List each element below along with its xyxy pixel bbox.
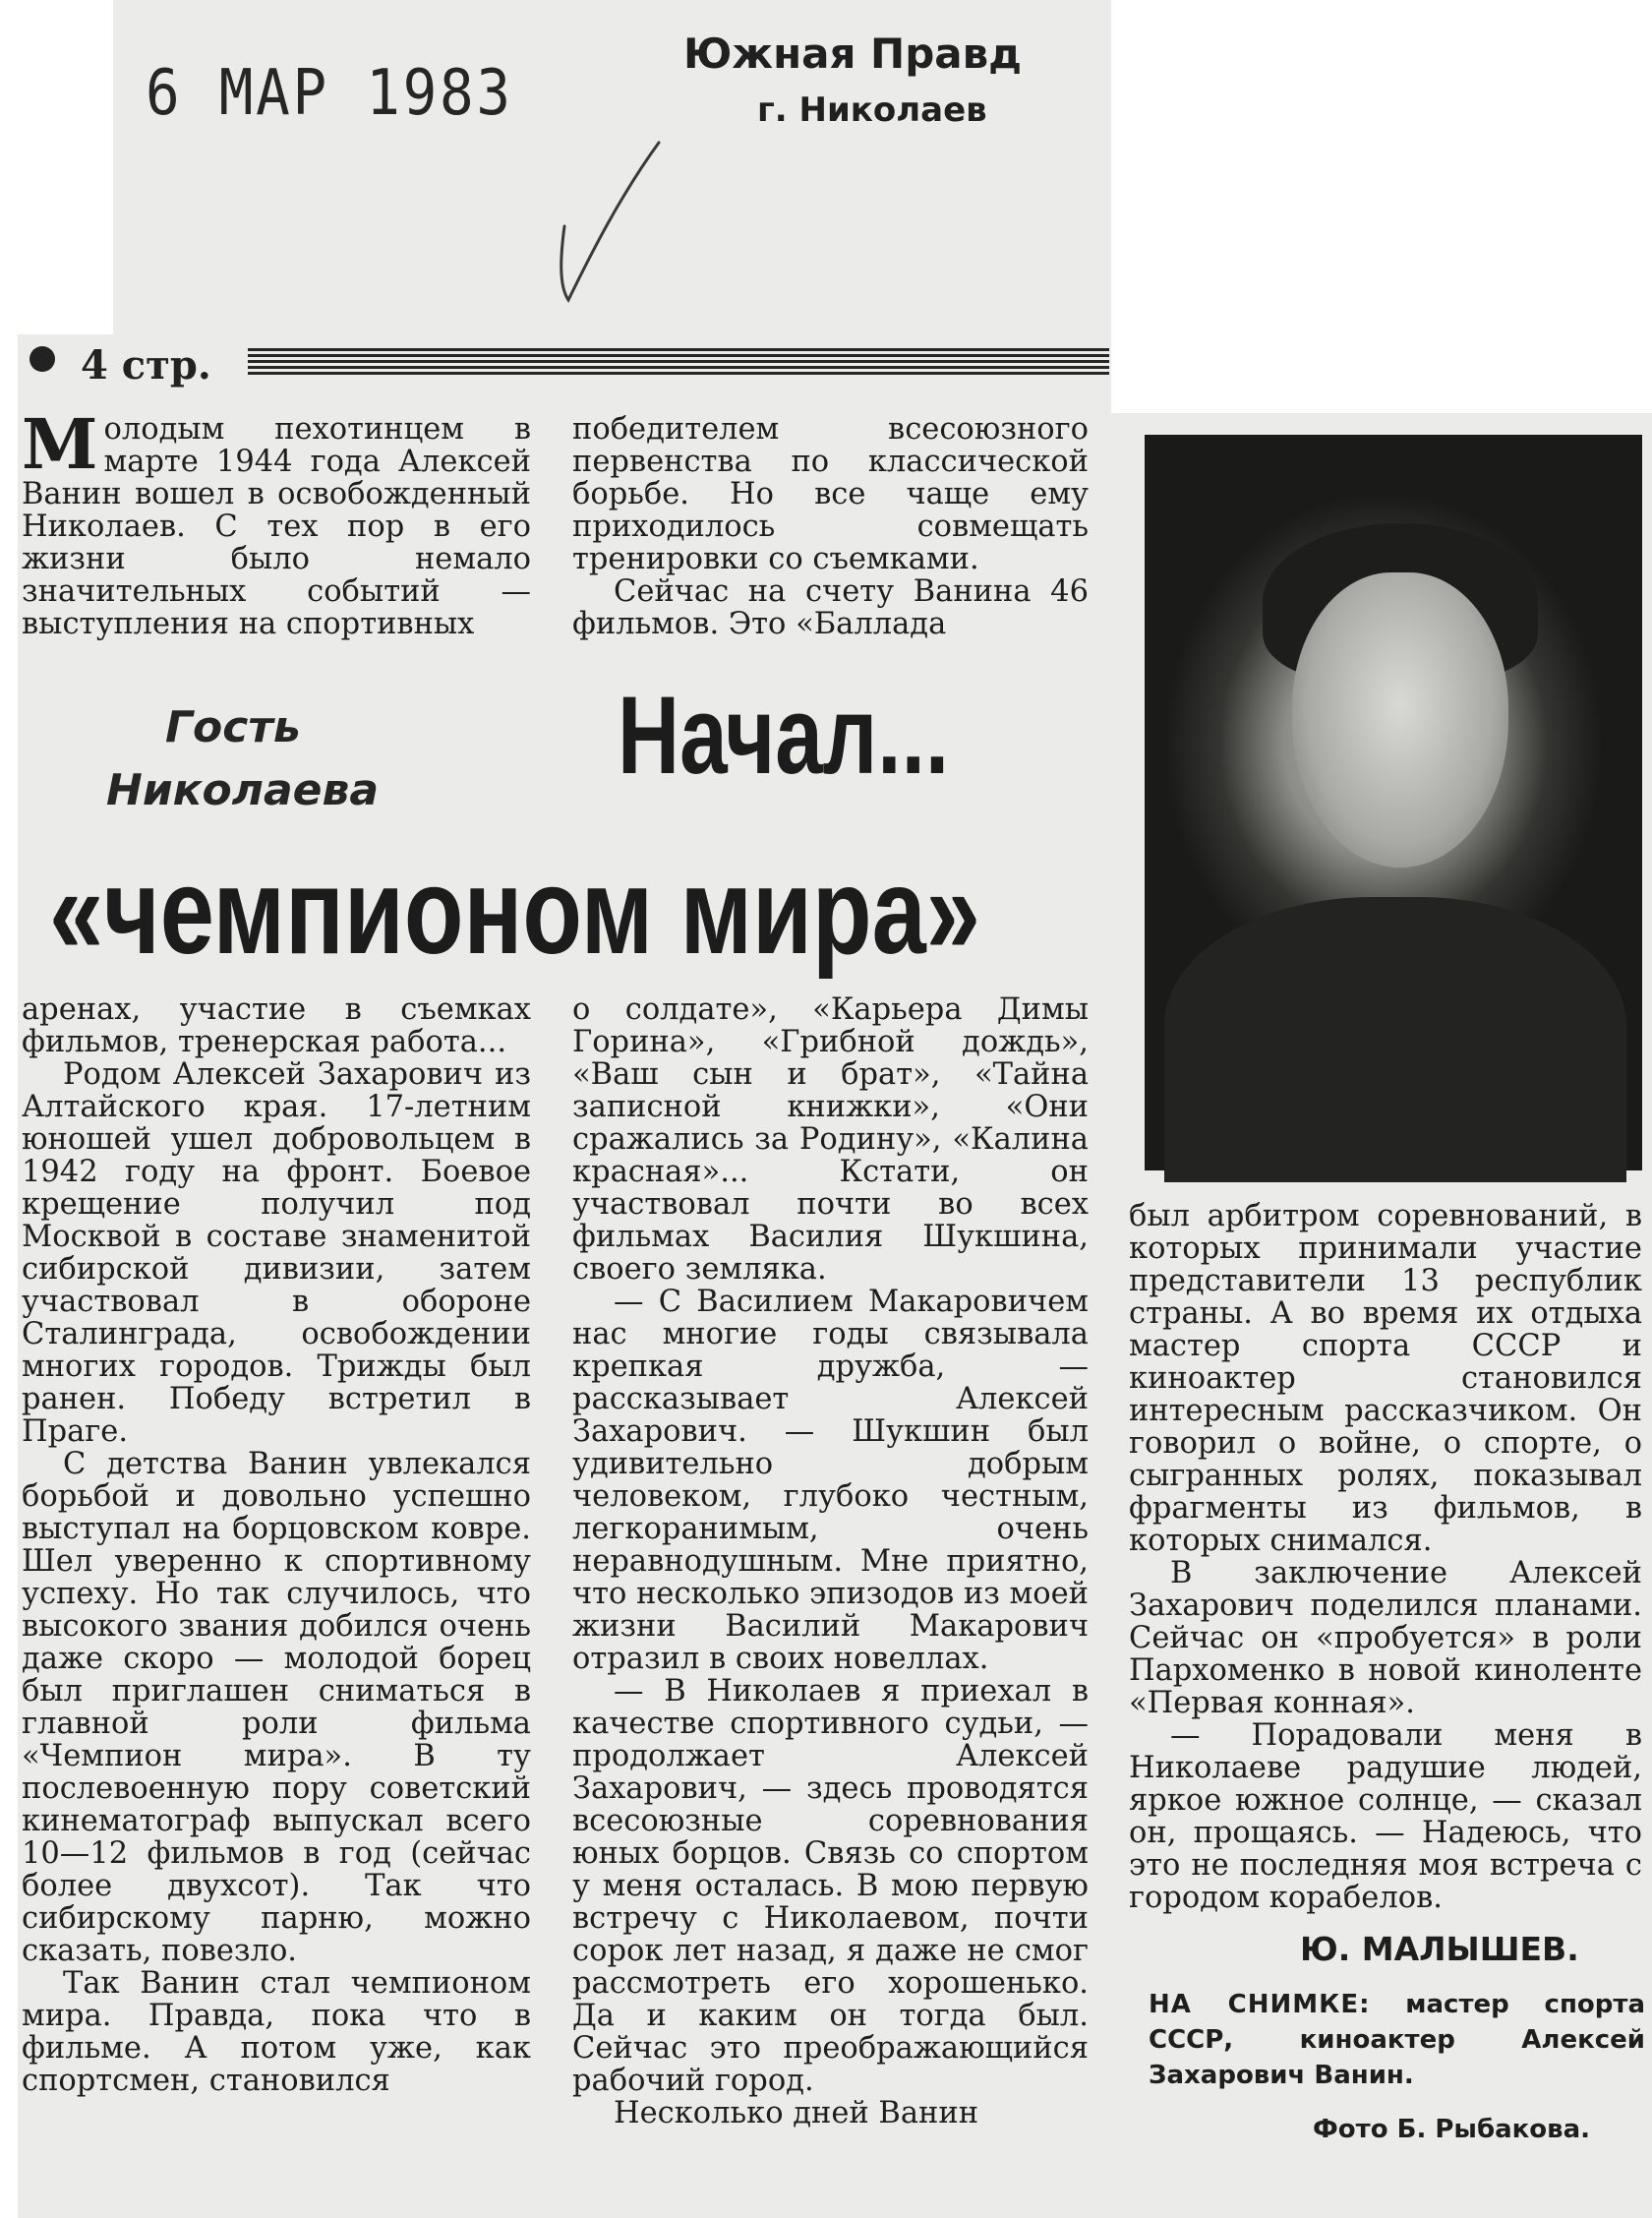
caption-text: мастер спорта СССР, киноактер Алексей Захарович Ванин.	[1149, 1990, 1645, 2090]
headline-line-2: «чемпионом мира»	[49, 844, 980, 980]
portrait-photo	[1145, 435, 1642, 1170]
article-paragraph: — В Николаев я приехал в качестве спортивного судьи, — продолжает Алексей Захарович, — здесь проводятся всесоюзные соревнования юных борцов. Связь со спортом у меня осталась. В мою первую встречу с Николаевом, почти сорок лет назад, я даже не смог рассмотреть его хорошенько. Да и каким он тогда был. Сейчас это преображающийся рабочий город.	[572, 1674, 1089, 2098]
photo-coat	[1164, 897, 1626, 1182]
article-paragraph: В заключение Алексей Захарович поделился планами. Сейчас он «пробуется» в роли Пархоменко в новой киноленте «Первая конная».	[1129, 1556, 1642, 1720]
date-stamp: 6 МАР 1983	[146, 57, 513, 130]
drop-cap: М	[22, 403, 98, 485]
article-column-3	[1129, 1200, 1642, 1914]
rubric-line: Николаева	[106, 765, 380, 815]
photo-caption	[1149, 1987, 1645, 2093]
header-rule	[248, 348, 1109, 378]
article-paragraph: победителем всесоюзного первенства по классической борьбе. Но все чаще ему приходилось совмещать тренировки со съемками.	[572, 412, 1089, 576]
article-column-2-bottom	[572, 993, 1089, 2129]
article-paragraph: о солдате», «Карьера Димы Горина», «Грибной дождь», «Ваш сын и брат», «Тайна записной книжки», «Они сражались за Родину», «Калина красная»... Кстати, он участвовал почти во всех фильмах Василия Шукшина, своего земляка.	[572, 992, 1089, 1287]
author-signature: Ю. МАЛЫШЕВ.	[1300, 1930, 1579, 1968]
article-paragraph	[22, 403, 531, 641]
handwritten-check-mark	[551, 138, 669, 305]
photo-credit: Фото Б. Рыбакова.	[1313, 2115, 1591, 2144]
article-column-1-bottom	[22, 993, 531, 2097]
photo-face	[1292, 572, 1508, 868]
article-paragraph: Сейчас на счету Ванина 46 фильмов. Это «Баллада	[572, 574, 1089, 641]
page-number: 4 стр.	[81, 342, 211, 389]
article-column-1-top	[22, 403, 531, 641]
article-paragraph: — С Василием Макаровичем нас многие годы связывала крепкая дружба, — рассказывает Алексей Захарович. — Шукшин был удивительно добрым человеком, глубоко честным, легкоранимым, очень неравнодушным. Мне приятно, что несколько эпизодов из моей жизни Василий Макарович отразил в своих новеллах.	[572, 1285, 1089, 1676]
article-paragraph: С детства Ванин увлекался борьбой и довольно успешно выступал на борцовском ковре. Шел уверенно к спортивному успеху. Но так случилось, что высокого звания добился очень даже скоро — молодой борец был приглашен сниматься в главной роли фильма «Чемпион мира». В ту послевоенную пору советский кинематограф выпускал всего 10—12 фильмов в год (сейчас более двухсот). Так что сибирскому парню, можно сказать, повезло.	[22, 1447, 531, 1968]
article-paragraph: Родом Алексей Захарович из Алтайского края. 17-летним юношей ушел добровольцем в 1942 году на фронт. Боевое крещение получил под Москвой в составе знаменитой сибирской дивизии, затем участвовал в обороне Сталинграда, освобождении многих городов. Трижды был ранен. Победу встретил в Праге.	[22, 1057, 531, 1449]
article-column-2-top	[572, 413, 1089, 640]
article-paragraph: Так Ванин стал чемпионом мира. Правда, пока что в фильме. А потом уже, как спортсмен, становился	[22, 1966, 531, 2098]
page-bullet-icon	[30, 346, 55, 372]
rubric-line: Гость	[165, 702, 301, 752]
rubric	[106, 696, 460, 822]
article-paragraph: Несколько дней Ванин	[614, 2096, 979, 2130]
opening-text: олодым пехотинцем в марте 1944 года Алексей Ванин вошел в освобожденный Николаев. С тех пор в его жизни было немало значительных событий — выступления на спортивных	[22, 412, 531, 641]
headline-line-1: Начал...	[618, 674, 950, 797]
newspaper-city: г. Николаев	[757, 90, 987, 130]
article-paragraph: — Порадовали меня в Николаеве радушие людей, яркое южное солнце, — сказал он, прощаясь. — Надеюсь, что это не последняя моя встреча с городом корабелов.	[1129, 1718, 1642, 1915]
article-paragraph: был арбитром соревнований, в которых принимали участие представители 13 республик страны. А во время их отдыха мастер спорта СССР и киноактер становился интересным рассказчиком. Он говорил о войне, о спорте, о сыгранных ролях, показывал фрагменты из фильмов, в которых снимался.	[1129, 1199, 1642, 1558]
article-paragraph: аренах, участие в съемках фильмов, тренерская работа...	[22, 992, 531, 1059]
caption-lead: НА СНИМКЕ:	[1149, 1990, 1371, 2019]
newspaper-name: Южная Правд	[683, 30, 1023, 78]
